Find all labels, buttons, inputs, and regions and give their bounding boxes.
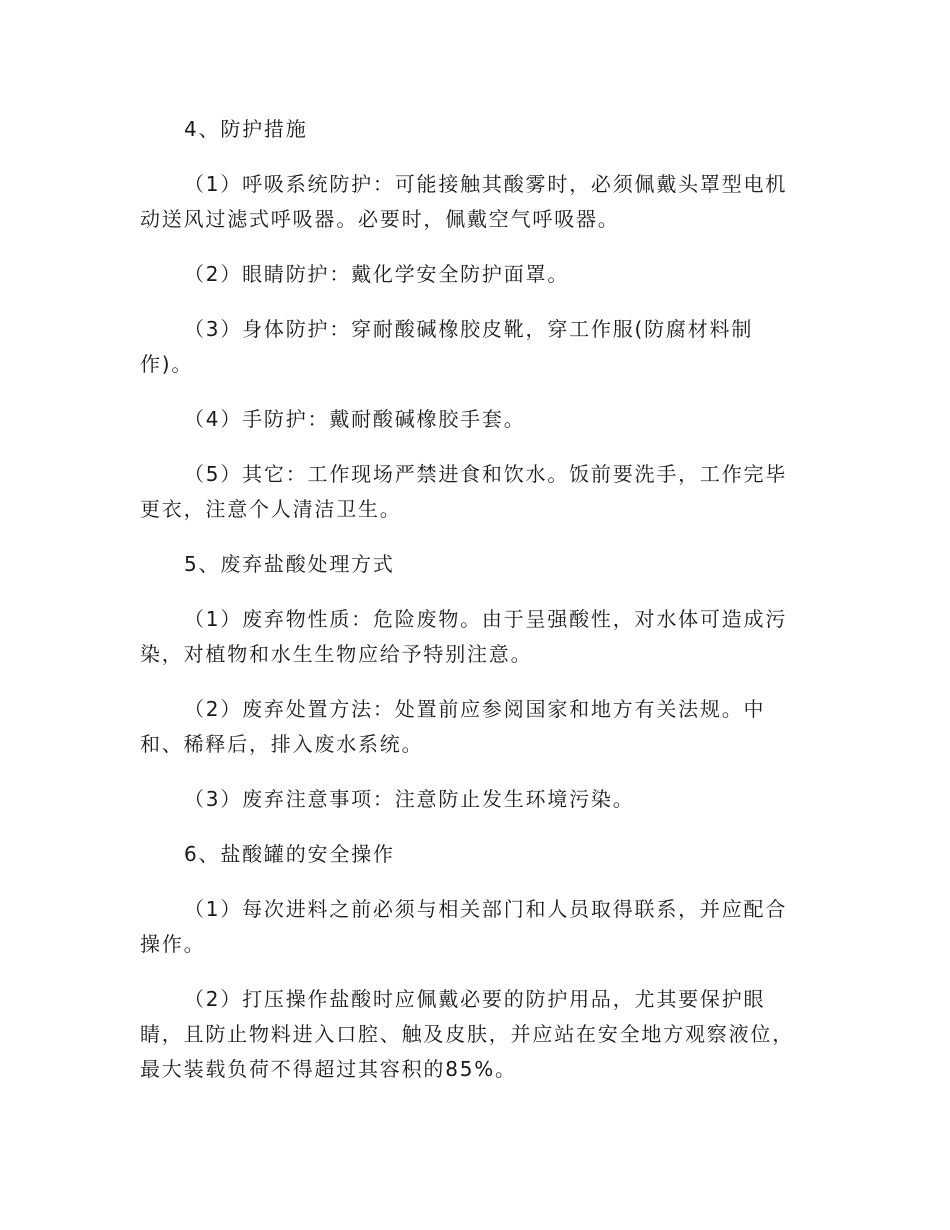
paragraph-other-protection: （5）其它：工作现场严禁进食和饮水。饭前要洗手，工作完毕更衣，注意个人清洁卫生。 bbox=[140, 462, 788, 521]
paragraph-respiratory-protection: （1）呼吸系统防护：可能接触其酸雾时，必须佩戴头罩型电机动送风过滤式呼吸器。必要时，佩戴空气呼吸器。 bbox=[140, 172, 788, 231]
paragraph-waste-nature: （1）废弃物性质：危险废物。由于呈强酸性，对水体可造成污染，对植物和水生生物应给予特别注意。 bbox=[140, 607, 788, 666]
section-heading-protection: 4、防护措施 bbox=[184, 117, 308, 141]
paragraph-hand-protection: （4）手防护：戴耐酸碱橡胶手套。 bbox=[184, 407, 526, 431]
paragraph-pressure-operation: （2）打压操作盐酸时应佩戴必要的防护用品，尤其要保护眼睛，且防止物料进入口腔、触及皮肤，并应站在安全地方观察液位，最大装载负荷不得超过其容积的85%。 bbox=[140, 987, 794, 1081]
document-body bbox=[140, 112, 806, 1107]
section-heading-tank-operation: 6、盐酸罐的安全操作 bbox=[184, 842, 395, 866]
paragraph-feeding-coordination: （1）每次进料之前必须与相关部门和人员取得联系，并应配合操作。 bbox=[140, 897, 788, 956]
paragraph-eye-protection: （2）眼睛防护：戴化学安全防护面罩。 bbox=[184, 262, 570, 286]
paragraph-waste-notes: （3）废弃注意事项：注意防止发生环境污染。 bbox=[184, 787, 635, 811]
section-heading-waste-disposal: 5、废弃盐酸处理方式 bbox=[184, 552, 395, 576]
paragraph-body-protection: （3）身体防护：穿耐酸碱橡胶皮靴，穿工作服(防腐材料制作)。 bbox=[140, 317, 754, 376]
paragraph-waste-method: （2）废弃处置方法：处置前应参阅国家和地方有关法规。中和、稀释后，排入废水系统。 bbox=[140, 697, 766, 756]
